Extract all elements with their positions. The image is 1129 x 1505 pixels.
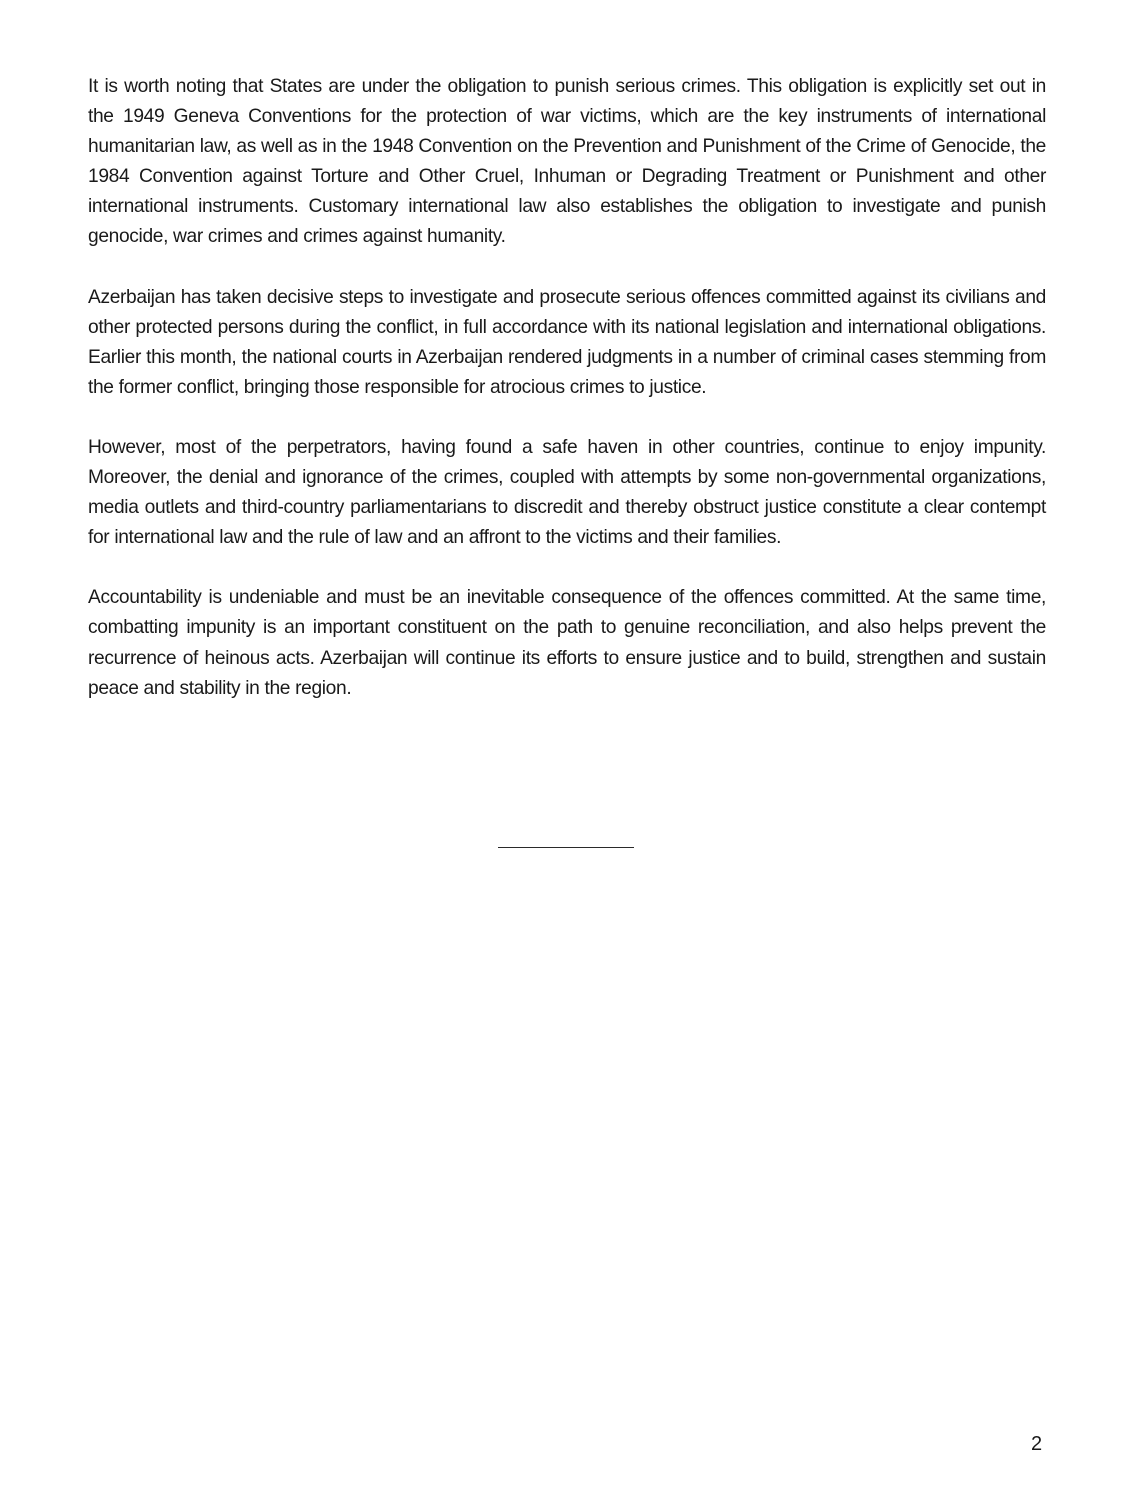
paragraph-accountability: [88, 583, 1046, 703]
paragraph-obligation-to-punish: [88, 72, 1046, 253]
document-body: [88, 72, 1046, 734]
end-separator-line: [498, 847, 634, 848]
paragraph-text: It is worth noting that States are under the obligation to punish serious crimes. This obligation is explicitly set out in the 1949 Geneva Conventions for the protection of war victims, which are the key instruments of international humanitarian law, as well as in the 1948 Convention on the Prevention and Punishment of the Crime of Genocide, the 1984 Convention against Torture and Other Cruel, Inhuman or Degrading Treatment or Punishment and other international instruments. Customary international law also establishes the obligation to investigate and punish genocide, war crimes and crimes against humanity.: [88, 76, 1046, 248]
paragraph-text: Accountability is undeniable and must be an inevitable consequence of the offences committed. At the same time, combatting impunity is an important constituent on the path to genuine reconciliation, and also helps prevent the recurrence of heinous acts. Azerbaijan will continue its efforts to ensure justice and to build, strengthen and sustain peace and stability in the region.: [88, 587, 1046, 699]
paragraph-text: Azerbaijan has taken decisive steps to investigate and prosecute serious offences committed against its civilians and other protected persons during the conflict, in full accordance with its national legislation and international obligations. Earlier this month, the national courts in Azerbaijan rendered judgments in a number of criminal cases stemming from the former conflict, bringing those responsible for atrocious crimes to justice.: [88, 286, 1046, 398]
paragraph-azerbaijan-prosecution: [88, 283, 1046, 403]
paragraph-impunity: [88, 433, 1046, 553]
page-number: 2: [1031, 1433, 1043, 1455]
paragraph-text: However, most of the perpetrators, having found a safe haven in other countries, continue to enjoy impunity. Moreover, the denial and ignorance of the crimes, coupled with attempts by some non-governmental organizations, media outlets and third-country parliamentarians to discredit and thereby obstruct justice constitute a clear contempt for international law and the rule of law and an affront to the victims and their families.: [88, 436, 1046, 549]
